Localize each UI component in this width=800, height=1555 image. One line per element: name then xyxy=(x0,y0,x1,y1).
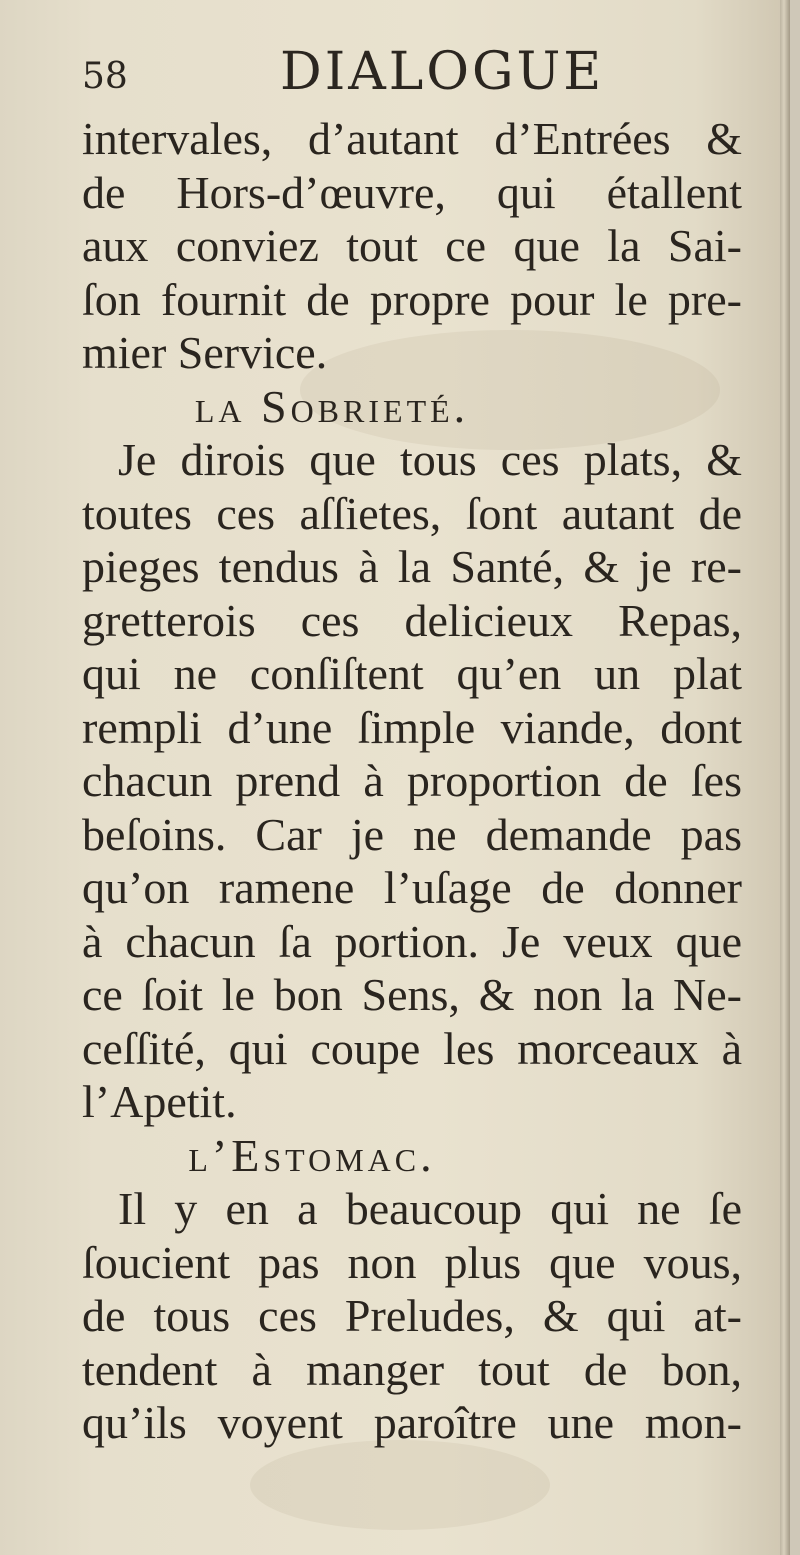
text-line: tendent à manger tout de bon, xyxy=(82,1343,742,1395)
text-line: intervales, d’autant d’Entrées & xyxy=(82,113,742,164)
page-edge xyxy=(780,0,790,1555)
text-line: de Hors-d’œuvre, qui étallent xyxy=(82,166,742,218)
text-line: l’Apetit. xyxy=(82,1076,237,1127)
body-text xyxy=(82,112,742,1450)
running-head: DIALOGUE xyxy=(280,42,605,102)
page-number: 58 xyxy=(82,56,128,97)
page-header xyxy=(82,42,722,104)
speaker-heading: l’Estomac. xyxy=(188,1129,436,1181)
text-line: mier Service. xyxy=(82,327,328,378)
text-line: qu’ils voyent paroître une mon- xyxy=(82,1397,742,1448)
text-line: rempli d’une ſimple viande, dont xyxy=(82,701,742,753)
text-line: aux conviez tout ce que la Sai- xyxy=(82,220,742,271)
text-line: Il y en a beaucoup qui ne ſe xyxy=(118,1183,742,1234)
text-line: ſon fournit de propre pour le pre- xyxy=(82,273,742,325)
text-line: qui ne conſiſtent qu’en un plat xyxy=(82,648,742,699)
text-line: Je dirois que tous ces plats, & xyxy=(118,434,742,485)
text-line: à chacun ſa portion. Je veux que xyxy=(82,915,742,967)
text-line: beſoins. Car je ne demande pas xyxy=(82,808,742,860)
text-line: ſoucient pas non plus que vous, xyxy=(82,1236,742,1288)
paper-stain xyxy=(250,1440,550,1530)
text-line: ce ſoit le bon Sens, & non la Ne- xyxy=(82,969,742,1020)
speaker-heading: la Sobrieté. xyxy=(194,380,470,432)
text-line: gretterois ces delicieux Repas, xyxy=(82,594,742,646)
text-line: chacun prend à proportion de ſes xyxy=(82,755,742,806)
text-line: qu’on ramene l’uſage de donner xyxy=(82,862,742,913)
text-line: ceſſité, qui coupe les morceaux à xyxy=(82,1022,742,1074)
text-line: pieges tendus à la Santé, & je re- xyxy=(82,541,742,592)
text-line: toutes ces aſſietes, ſont autant de xyxy=(82,487,742,539)
text-line: de tous ces Preludes, & qui at- xyxy=(82,1290,742,1341)
